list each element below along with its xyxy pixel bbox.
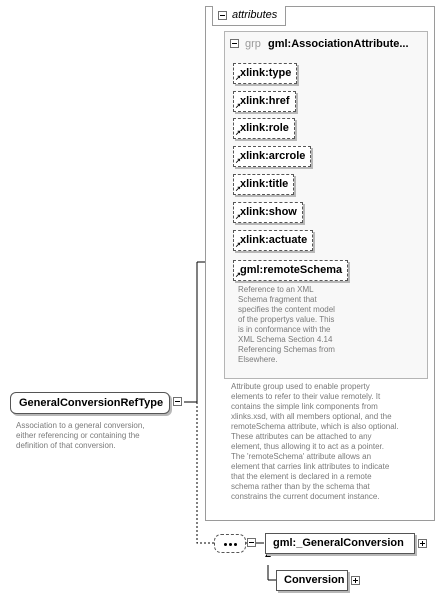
root-element-documentation: Association to a general conversion, either referencing or containing the definition of that conversion. (16, 421, 145, 450)
reference-arrow-icon: ↗ (235, 75, 241, 82)
substitution-element[interactable] (276, 570, 348, 591)
attribute-label: xlink:arcrole (240, 150, 306, 162)
attribute-xlink-type[interactable] (233, 63, 297, 84)
attribute-label: xlink:type (240, 67, 292, 79)
attribute-group-documentation: Attribute group used to enable property elements to refer to their value remotely. It contains the simple link components from xlinks.xsd, with all members optional, and the remoteSchema attribute, which is also optional. These attributes can be attached to any element, thus allowing it to act as a pointer. The 'remoteSchema' attribute allows an element that carries link attributes to indicate that the element is declared in a remote schema rather than by the schema that constrains the current document instance. (231, 382, 399, 501)
reference-arrow-icon: ↗ (235, 158, 241, 165)
reference-arrow-icon: ↗ (235, 130, 241, 137)
child-element[interactable] (265, 533, 415, 554)
collapse-icon[interactable] (218, 11, 227, 20)
reference-arrow-icon: ↗ (235, 103, 241, 110)
group-name[interactable]: gml:AssociationAttribute... (267, 38, 409, 50)
attributes-label: attributes (232, 9, 278, 21)
reference-arrow-icon: ↗ (235, 272, 241, 279)
attribute-xlink-title[interactable] (233, 174, 294, 195)
reference-arrow-icon: ↗ (235, 186, 241, 193)
expand-icon[interactable] (418, 539, 427, 548)
reference-arrow-icon: ↗ (235, 242, 241, 249)
attribute-xlink-role[interactable] (233, 118, 295, 139)
attribute-label: xlink:show (240, 206, 297, 218)
attribute-gml-remoteschema[interactable] (233, 260, 348, 281)
attribute-label: gml:remoteSchema (240, 264, 343, 276)
collapse-icon[interactable] (247, 538, 256, 547)
root-element[interactable] (10, 392, 170, 414)
collapse-icon[interactable] (173, 397, 182, 406)
attribute-label: xlink:href (240, 95, 290, 107)
attribute-label: xlink:actuate (240, 234, 308, 246)
group-keyword: grp (245, 38, 261, 50)
attribute-label: xlink:title (240, 178, 289, 190)
attribute-label: xlink:role (240, 122, 289, 134)
attributes-tab (212, 6, 286, 26)
expand-icon[interactable] (351, 576, 360, 585)
child-element-label: gml:_GeneralConversion (273, 537, 404, 549)
attribute-xlink-arcrole[interactable] (233, 146, 311, 167)
root-element-label: GeneralConversionRefType (19, 397, 164, 409)
attribute-xlink-show[interactable] (233, 202, 303, 223)
sequence-compositor-icon[interactable] (214, 534, 246, 553)
remote-schema-documentation: Reference to an XML Schema fragment that specifies the content model of the propertys value. This is in conformance with the XML Schema Section 4.14 Referencing Schemas from Elsewhere. (238, 285, 335, 364)
attribute-group-header (229, 37, 425, 53)
reference-arrow-icon: ↗ (235, 214, 241, 221)
attribute-xlink-href[interactable] (233, 91, 296, 112)
collapse-icon[interactable] (230, 39, 239, 48)
substitution-element-label: Conversion (284, 574, 345, 586)
attribute-xlink-actuate[interactable] (233, 230, 313, 251)
